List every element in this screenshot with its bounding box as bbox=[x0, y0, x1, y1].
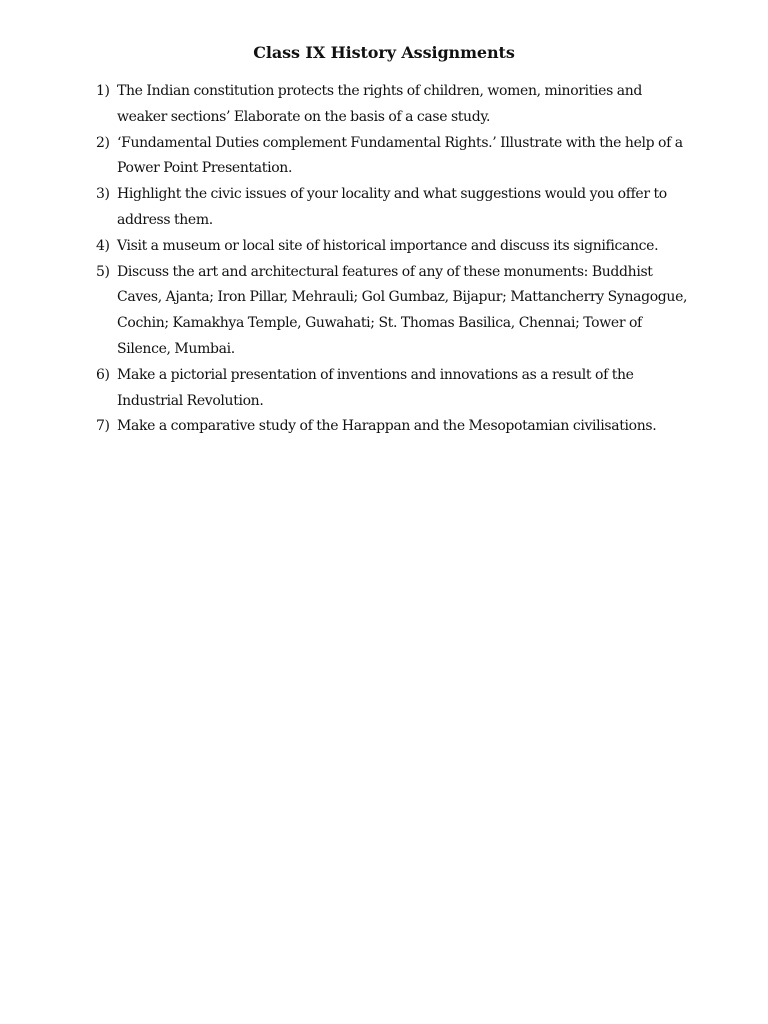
list-item bbox=[94, 363, 692, 415]
item-text: Make a comparative study of the Harappan and the Mesopotamian civilisations. bbox=[117, 418, 657, 435]
page-title: Class IX History Assignments bbox=[253, 43, 515, 62]
item-number: 2) bbox=[96, 134, 110, 151]
list-item bbox=[94, 182, 692, 234]
list-item bbox=[94, 414, 692, 440]
list-item bbox=[94, 79, 692, 131]
list-item bbox=[94, 260, 692, 363]
item-number: 6) bbox=[96, 366, 110, 383]
assignment-list bbox=[94, 79, 692, 440]
item-text: The Indian constitution protects the rights of children, women, minorities and weaker sections’ Elaborate on the basis of a case study. bbox=[117, 83, 643, 125]
item-text: Make a pictorial presentation of inventions and innovations as a result of the Industrial Revolution. bbox=[117, 366, 634, 409]
item-number: 3) bbox=[96, 186, 110, 203]
item-number: 7) bbox=[96, 418, 110, 435]
item-text: Highlight the civic issues of your locality and what suggestions would you offer to address them. bbox=[117, 186, 667, 228]
item-text: Discuss the art and architectural features of any of these monuments: Buddhist Caves, Ajanta; Iron Pillar, Mehrauli; Gol Gumbaz, Bijapur; Mattancherry Synagogue, Cochin; Kamakhya Temple, Guwahati; St. Thomas Basilica, Chennai; Tower of Silence, Mumbai. bbox=[117, 263, 688, 357]
item-number: 1) bbox=[96, 83, 110, 99]
item-text: ‘Fundamental Duties complement Fundamental Rights.’ Illustrate with the help of a Power Point Presentation. bbox=[117, 134, 683, 177]
list-item bbox=[94, 131, 692, 183]
item-text: Visit a museum or local site of historical importance and discuss its significance. bbox=[117, 237, 659, 254]
list-item bbox=[94, 234, 692, 260]
item-number: 5) bbox=[96, 263, 110, 280]
item-number: 4) bbox=[96, 237, 110, 254]
